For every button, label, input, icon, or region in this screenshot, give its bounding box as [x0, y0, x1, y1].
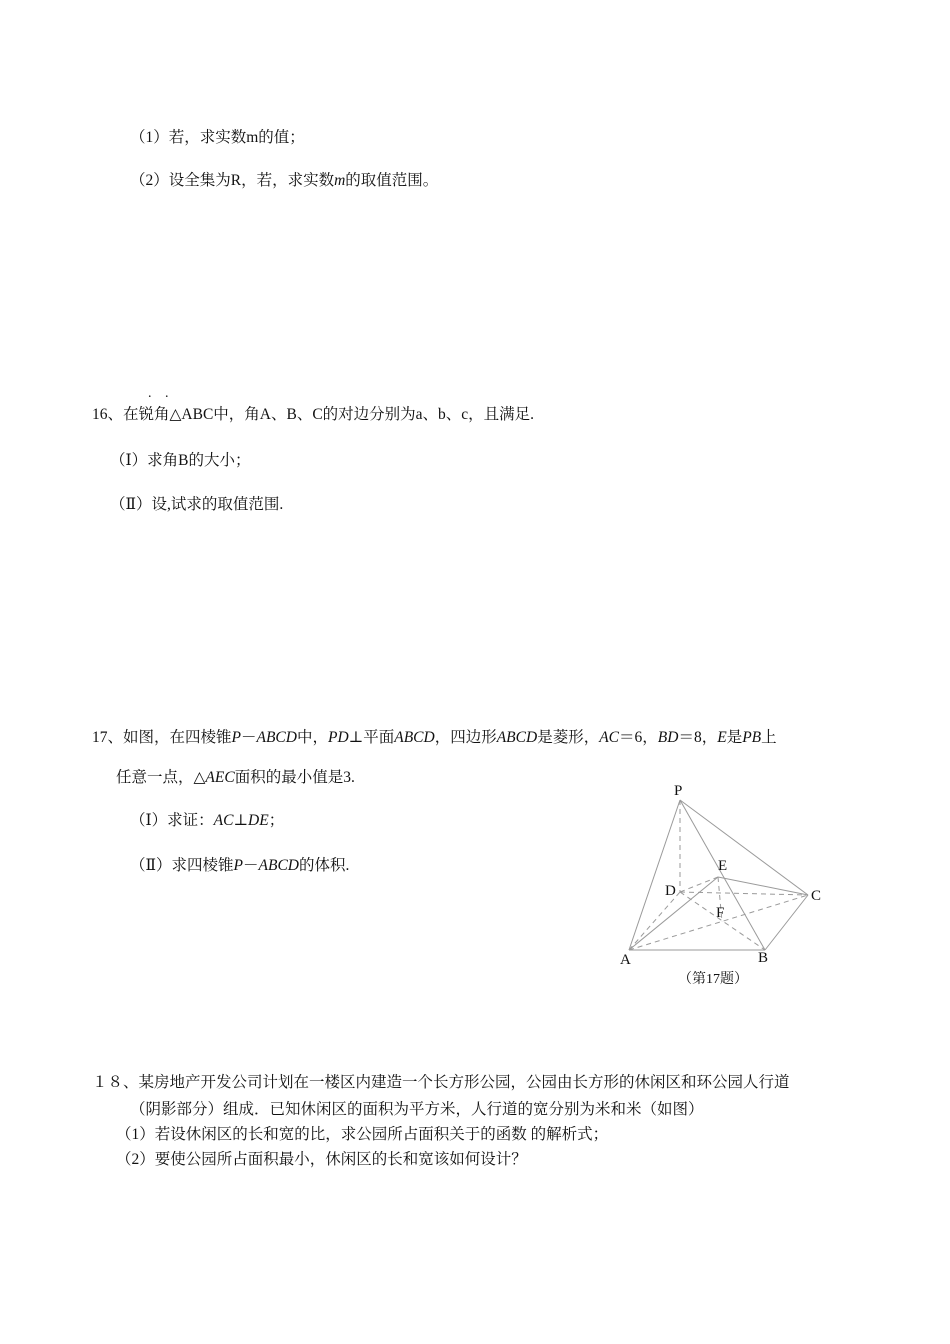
label-P: P [674, 783, 683, 799]
q16-part1: （Ⅰ）求角B的大小； [110, 452, 251, 469]
emphasis-dots: . . [148, 386, 174, 401]
q17-part1: （Ⅰ）求证：AC⊥DE； [130, 812, 285, 829]
q18-stem-line2: （阴影部分）组成．已知休闲区的面积为平方米，人行道的宽分别为米和米（如图） [130, 1101, 704, 1118]
segment-DE [680, 877, 718, 892]
figure-caption: （第17题） [678, 972, 748, 987]
q16-part2: （Ⅱ）设,试求的取值范围. [110, 496, 284, 513]
q18-stem-line1: １８、某房地产开发公司计划在一楼区内建造一个长方形公园，公园由长方形的休闲区和环公园人行道 [92, 1074, 790, 1091]
q17-stem-line2: 任意一点，△AEC面积的最小值是3. [116, 769, 355, 786]
label-A: A [620, 952, 631, 968]
q17-part2: （Ⅱ）求四棱锥P－ABCD的体积. [130, 857, 350, 874]
q18-part1: （1）若设休闲区的长和宽的比，求公园所占面积关于的函数 的解析式； [116, 1126, 609, 1143]
q16-stem: 16、在锐角△ABC中，角A、B、C的对边分别为a、b、c，且满足. [92, 406, 535, 423]
q15-part2: （2）设全集为R，若，求实数m的取值范围。 [130, 172, 439, 189]
label-E: E [718, 858, 728, 874]
edge-PB [680, 800, 765, 950]
pyramid-figure [610, 778, 840, 993]
diagonal-AC [629, 895, 808, 950]
segment-CE [718, 877, 808, 895]
label-B: B [758, 950, 769, 966]
q15-part1: （1）若，求实数m的值； [130, 129, 305, 146]
edge-PC [680, 800, 808, 895]
edge-AD [629, 892, 680, 950]
diagonal-BD [680, 892, 765, 950]
label-D: D [665, 883, 676, 899]
label-F: F [716, 905, 725, 921]
q17-stem-line1: 17、如图，在四棱锥P－ABCD中，PD⊥平面ABCD，四边形ABCD是菱形，AC＝6，BD＝8，E是PB上 [92, 729, 777, 746]
edge-PA [629, 800, 680, 950]
edge-DC [680, 892, 808, 895]
q18-part2: （2）要使公园所占面积最小，休闲区的长和宽该如何设计？ [116, 1151, 527, 1168]
label-C: C [811, 888, 822, 904]
edge-BC [765, 895, 808, 950]
